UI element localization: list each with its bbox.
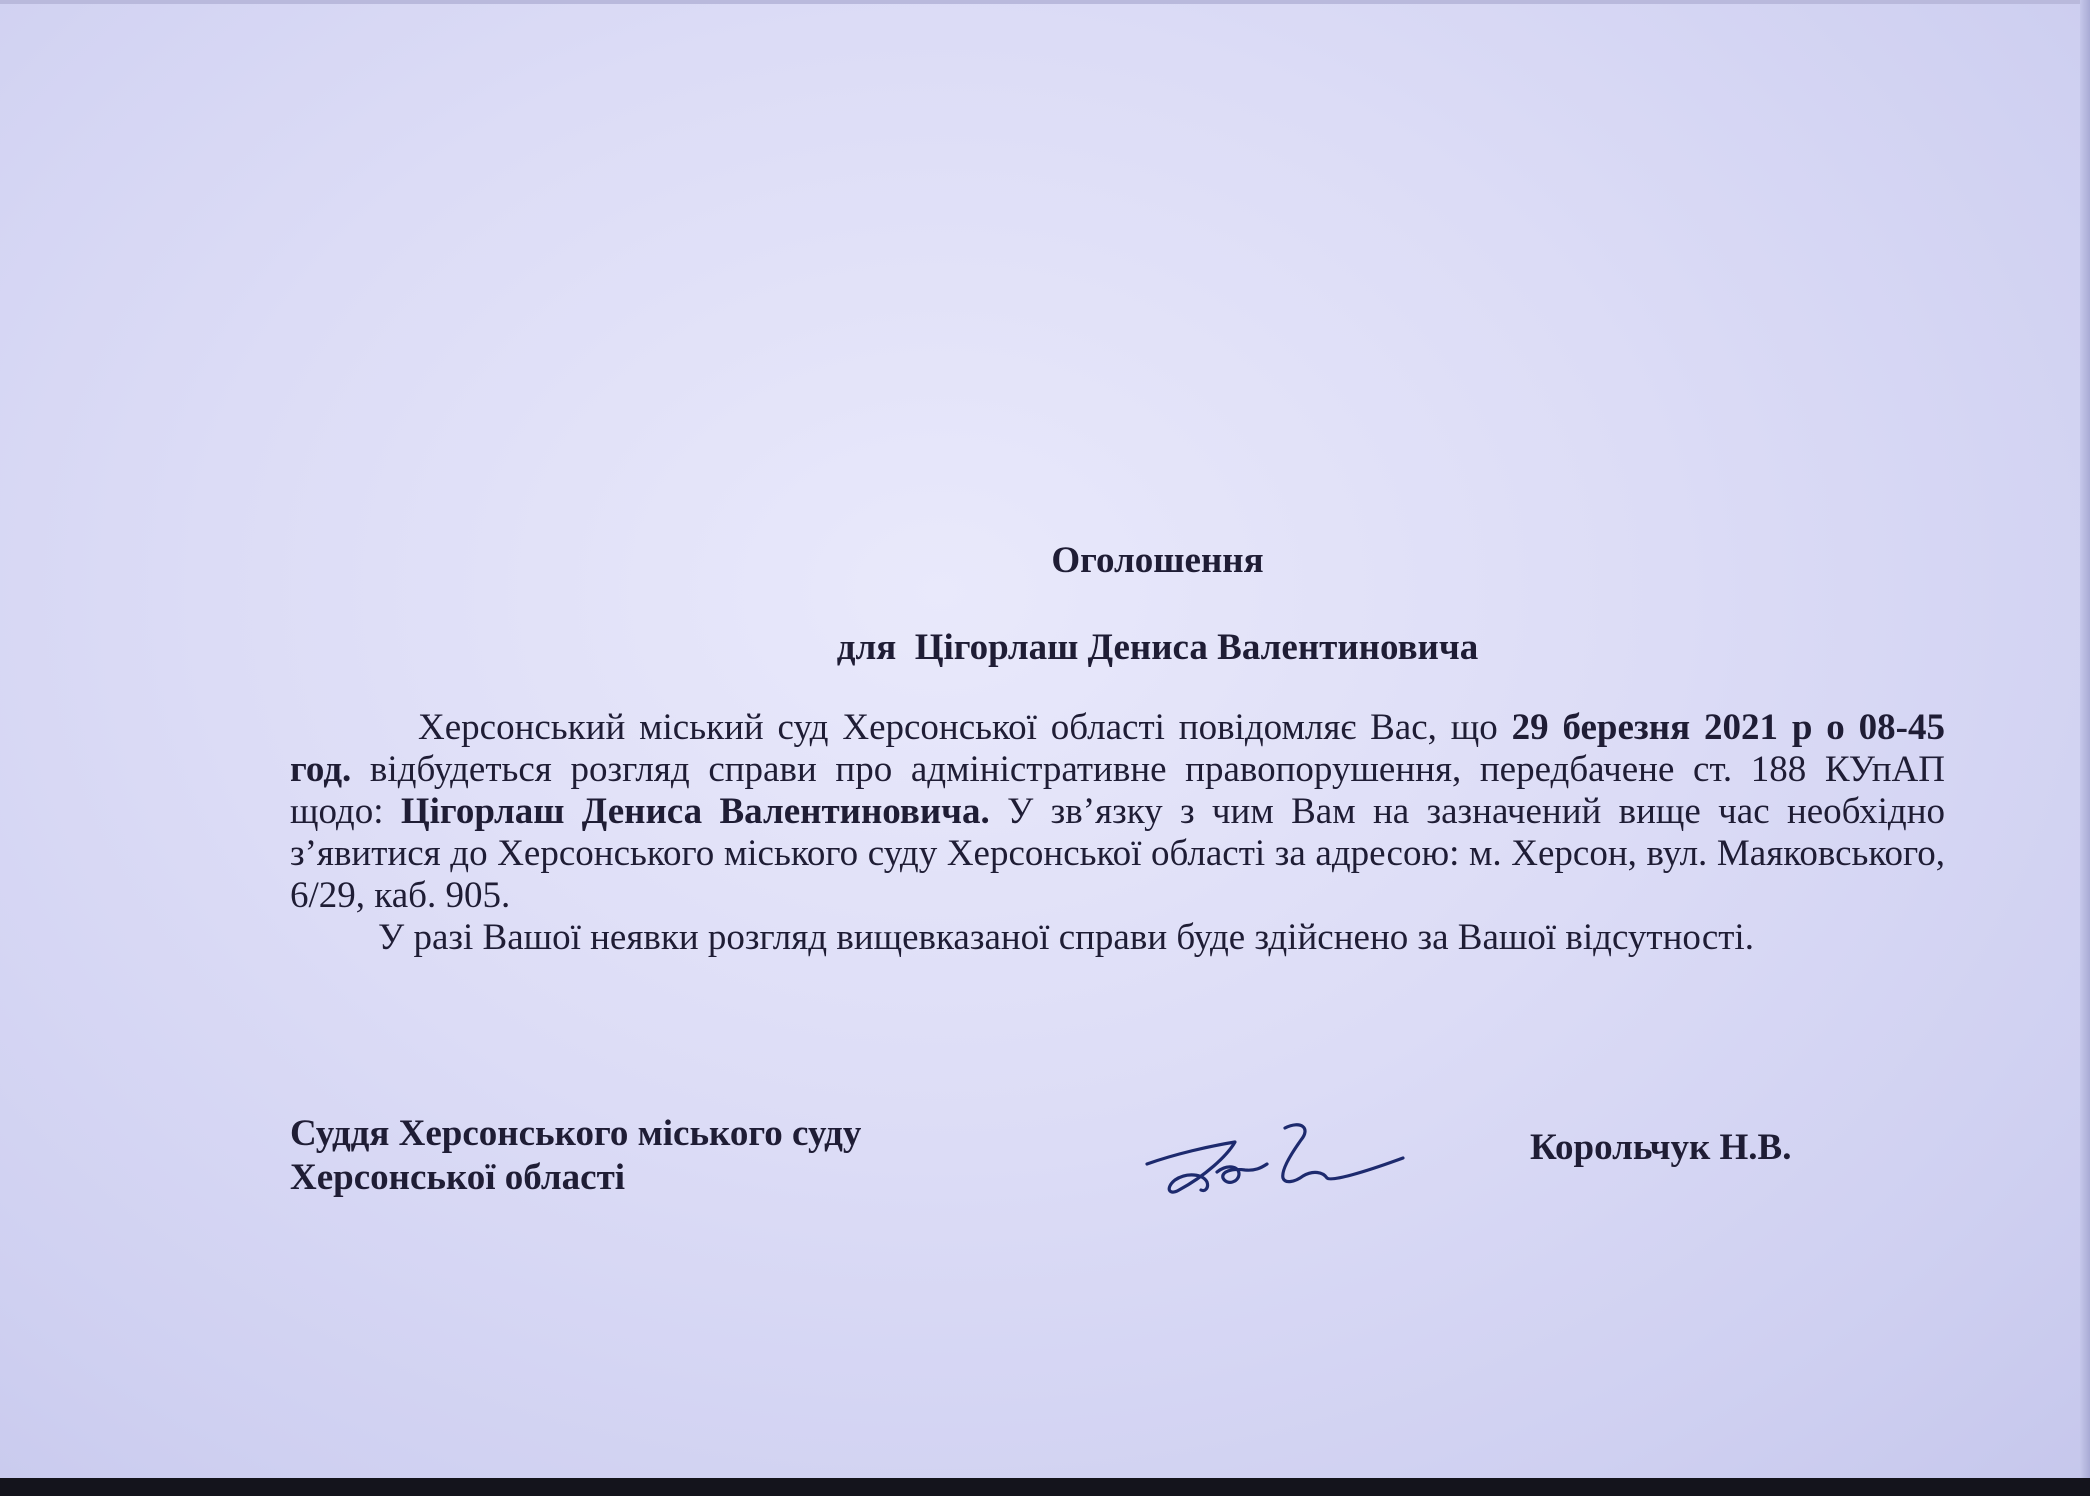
handwritten-signature: [1135, 1118, 1415, 1208]
notice-title: Оголошення: [1051, 540, 1264, 581]
notice-paragraph-main: [290, 707, 1945, 917]
signature-block: [290, 1112, 1945, 1222]
notice-paragraph-absence: У разі Вашої неявки розгляд вищевказаної справи буде здійснено за Вашої відсутності.: [378, 917, 1754, 958]
paper-top-edge: [0, 0, 2090, 4]
signer-position-line1: Суддя Херсонського міського суду: [290, 1113, 862, 1154]
signer-position-line2: Херсонської області: [290, 1157, 626, 1198]
signer-position: [290, 1112, 990, 1200]
signer-name: Корольчук Н.В.: [1530, 1127, 1792, 1168]
paper-right-edge: [2080, 0, 2090, 1478]
paragraph-text-address: У зв’язку з чим Вам на зазначений вище час необхідно з’явитися до Херсонського міського суду Херсонської області за адресою: м. Херсон, вул. Маяковського, 6/29, каб. 905.: [290, 791, 1946, 916]
paragraph-text-case: відбудеться розгляд справи про адміністративне правопорушення, передбачене ст. 188 КУпАП щодо:: [290, 749, 1945, 832]
background-surface: [0, 1478, 2090, 1496]
notice-addressee: для Цігорлаш Дениса Валентиновича: [836, 627, 1479, 668]
hearing-date-time: 29 березня 2021 р о 08-45 год.: [290, 707, 1945, 790]
notice-body: [290, 540, 1945, 959]
paragraph-text-intro: Херсонський міський суд Херсонської області повідомляє Вас, що: [418, 707, 1512, 748]
person-name: Цігорлаш Дениса Валентиновича.: [400, 791, 990, 832]
